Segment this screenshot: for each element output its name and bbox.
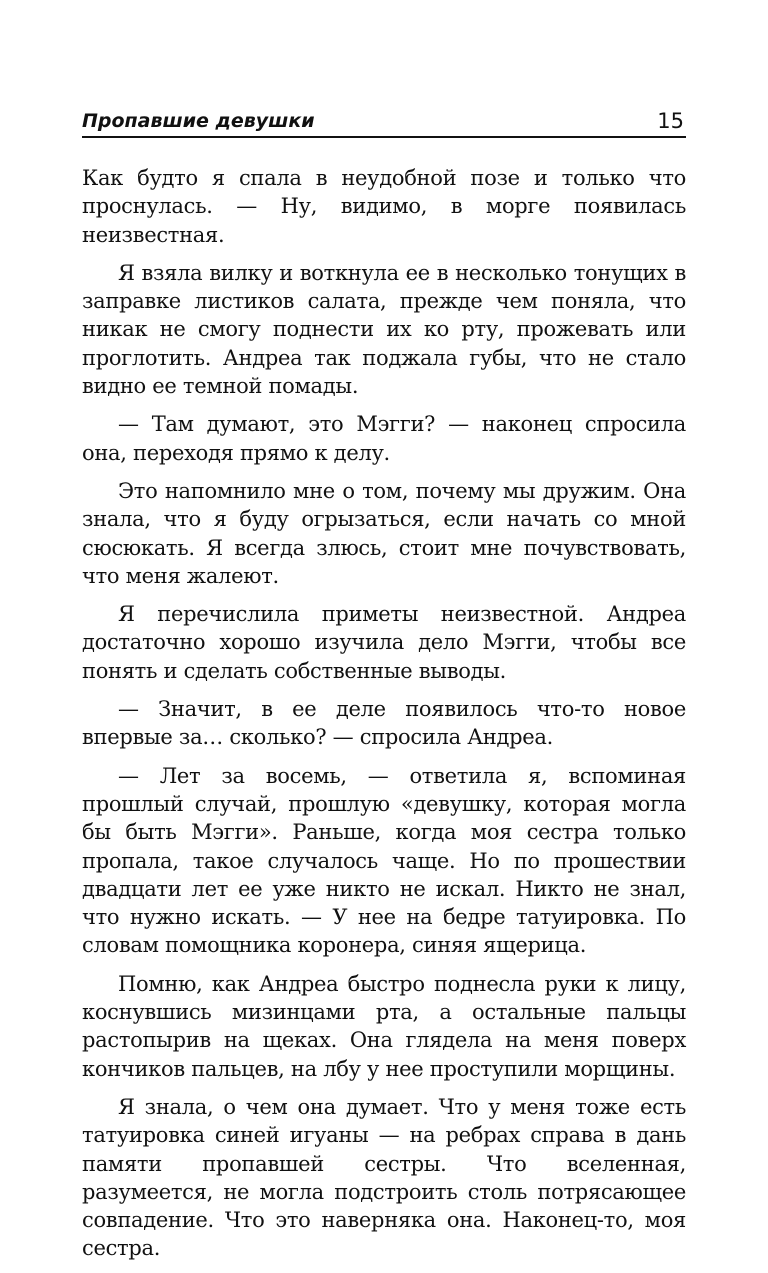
running-header: [82, 106, 686, 138]
paragraph: — Лет за восемь, — ответила я, вспоминая прошлый случай, прошлую «девушку, которая могла бы быть Мэгги». Раньше, когда моя сестра только пропала, такое случалось чаще. Но по прошествии двадцати лет ее уже никто не искал. Никто не знал, что нужно искать. — У нее на бедре татуировка. По словам помощника коронера, синяя ящерица.: [82, 763, 686, 958]
running-title: Пропавшие девушки: [82, 110, 315, 132]
paragraph: Я знала, о чем она думает. Что у меня тоже есть татуировка синей игуаны — на ребрах справа в дань памяти пропавшей сестры. Что вселенная, разумеется, не могла подстроить столь потрясающее совпадение. Что это наверняка она. Наконец-то, моя сестра.: [82, 1094, 686, 1261]
paragraph: Я перечислила приметы неизвестной. Андреа достаточно хорошо изучила дело Мэгги, чтобы все понять и сделать собственные выводы.: [82, 602, 686, 683]
paragraph: Я взяла вилку и воткнула ее в несколько тонущих в заправке листиков салата, прежде чем поняла, что никак не смогу поднести их ко рту, прожевать или проглотить. Андреа так поджала губы, что не стало видно ее темной помады.: [82, 260, 686, 399]
paragraph: Как будто я спала в неудобной позе и только что проснулась. — Ну, видимо, в морге появилась неизвестная.: [82, 166, 686, 247]
paragraph: Помню, как Андреа быстро поднесла руки к лицу, коснувшись мизинцами рта, а остальные пальцы растопырив на щеках. Она глядела на меня поверх кончиков пальцев, на лбу у нее проступили морщины.: [82, 971, 686, 1081]
body-text: [82, 164, 686, 1273]
page-number: 15: [657, 109, 684, 133]
paragraph: Это напомнило мне о том, почему мы дружим. Она знала, что я буду огрызаться, если начать со мной сюсюкать. Я всегда злюсь, стоит мне почувствовать, что меня жалеют.: [82, 478, 686, 588]
paragraph: — Там думают, это Мэгги? — наконец спросила она, переходя прямо к делу.: [82, 412, 686, 465]
paragraph: — Значит, в ее деле появилось что-то новое впервые за… сколько? — спросила Андреа.: [82, 697, 686, 750]
